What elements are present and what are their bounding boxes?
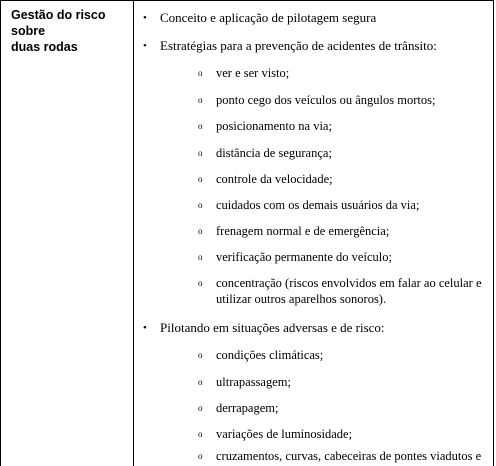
sub-list-item: verificação permanente do veículo;	[216, 250, 392, 264]
sub-bullet-icon: o	[198, 174, 203, 184]
section-title-line-2: duas rodas	[11, 40, 78, 54]
sub-list-item: cuidados com os demais usuários da via;	[216, 198, 420, 212]
sub-bullet-icon: o	[198, 451, 203, 461]
sub-bullet-icon: o	[198, 429, 203, 439]
sub-list-item: ponto cego dos veículos ou ângulos mortos;	[216, 93, 436, 107]
sub-bullet-icon: o	[198, 403, 203, 413]
bullet-icon: •	[143, 12, 147, 24]
left-cell	[1, 1, 134, 466]
sub-bullet-icon: o	[198, 252, 203, 262]
right-cell	[134, 1, 493, 466]
sub-list-item-continuation: utilizar outros aparelhos sonoros).	[216, 292, 387, 306]
sub-list-item: variações de luminosidade;	[216, 427, 353, 441]
sub-bullet-icon: o	[198, 377, 203, 387]
sub-list-item: ver e ser visto;	[216, 66, 290, 80]
bullet-icon: •	[143, 322, 147, 334]
sub-list-item: ultrapassagem;	[216, 375, 291, 389]
sub-bullet-icon: o	[198, 68, 203, 78]
list-item: Pilotando em situações adversas e de risco:	[160, 320, 385, 335]
section-title-line-1: Gestão do risco sobre	[11, 8, 106, 38]
sub-list-item: controle da velocidade;	[216, 172, 333, 186]
sub-list-item: distância de segurança;	[216, 146, 332, 160]
sub-bullet-icon: o	[198, 278, 203, 288]
sub-bullet-icon: o	[198, 121, 203, 131]
sub-list-item: concentração (riscos envolvidos em falar ao celular e	[216, 276, 482, 290]
sub-bullet-icon: o	[198, 226, 203, 236]
sub-list-item: condições climáticas;	[216, 348, 324, 362]
sub-list-item: cruzamentos, curvas, cabeceiras de pontes viadutos e	[216, 449, 482, 463]
sub-list-item: derrapagem;	[216, 401, 279, 415]
sub-list-item: posicionamento na via;	[216, 119, 332, 133]
sub-bullet-icon: o	[198, 200, 203, 210]
sub-bullet-icon: o	[198, 95, 203, 105]
sub-list-item: frenagem normal e de emergência;	[216, 224, 390, 238]
sub-bullet-icon: o	[198, 350, 203, 360]
section-title	[11, 7, 129, 55]
bullet-icon: •	[143, 40, 147, 52]
sub-bullet-icon: o	[198, 148, 203, 158]
list-item: Conceito e aplicação de pilotagem segura	[160, 10, 377, 25]
list-item: Estratégias para a prevenção de acidentes de trânsito:	[160, 38, 437, 53]
